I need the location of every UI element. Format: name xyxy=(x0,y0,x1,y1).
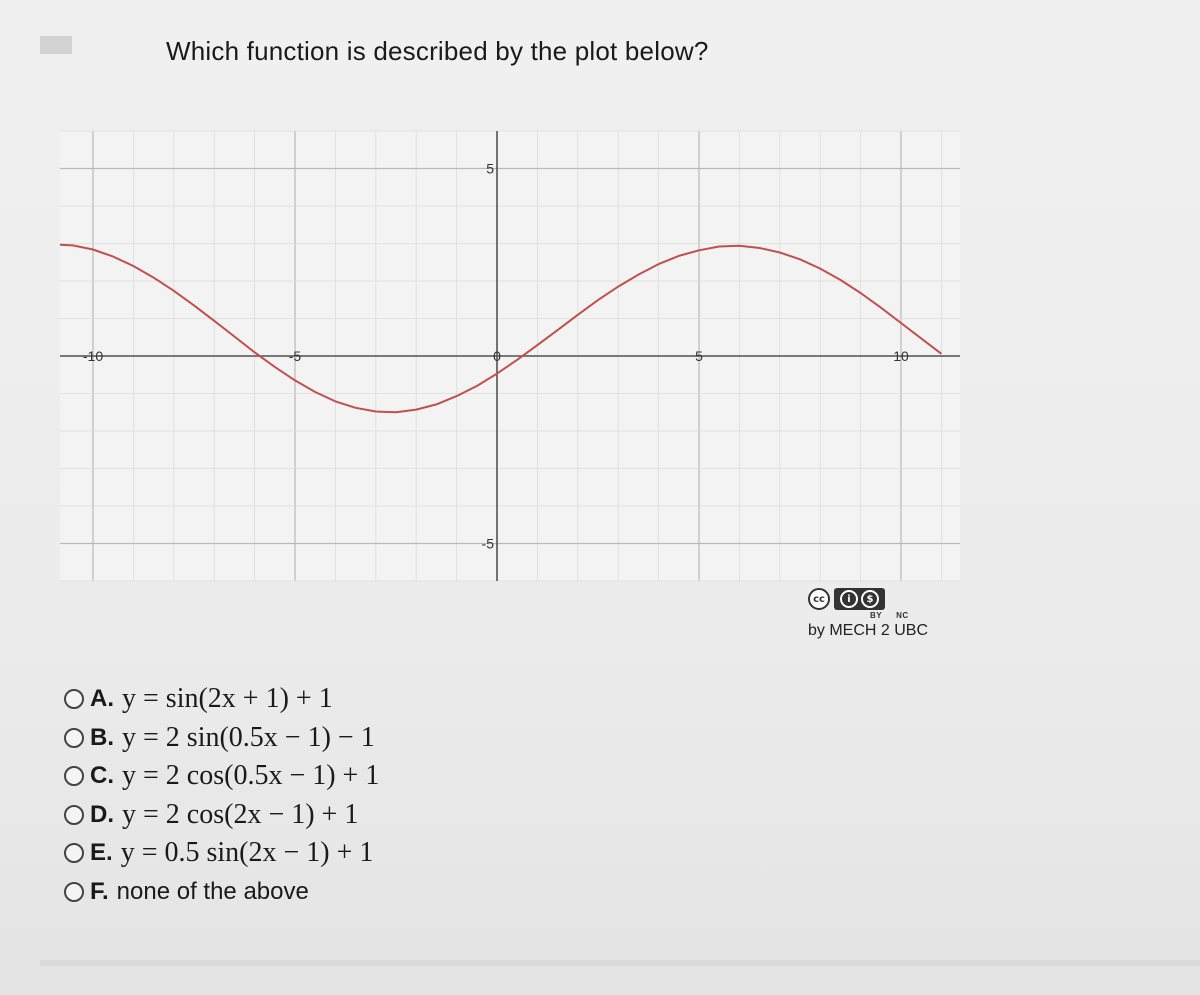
option-d[interactable] xyxy=(64,796,379,835)
option-b[interactable] xyxy=(64,719,379,758)
option-letter: F. xyxy=(90,877,109,905)
option-letter: B. xyxy=(90,723,114,751)
option-e[interactable] xyxy=(64,834,379,873)
radio-button[interactable] xyxy=(64,766,84,786)
cc-terms-labels xyxy=(870,611,938,620)
option-letter: D. xyxy=(90,800,114,828)
x-tick-label: 10 xyxy=(893,348,909,364)
x-tick-label: -5 xyxy=(288,348,302,364)
radio-button[interactable] xyxy=(64,882,84,902)
option-label: y = 2 cos(2x − 1) + 1 xyxy=(122,798,359,830)
license-credit: by MECH 2 UBC xyxy=(808,622,929,639)
option-c[interactable] xyxy=(64,757,379,796)
cc-nc-label: NC xyxy=(896,611,909,620)
option-label: y = 0.5 sin(2x − 1) + 1 xyxy=(120,837,374,869)
radio-button[interactable] xyxy=(64,689,84,709)
option-f[interactable] xyxy=(64,873,379,912)
x-tick-label: -10 xyxy=(82,348,104,364)
option-label: y = 2 cos(0.5x − 1) + 1 xyxy=(122,760,380,792)
radio-button[interactable] xyxy=(64,805,84,825)
bottom-edge xyxy=(40,960,1200,966)
answer-options xyxy=(64,680,379,911)
cc-logo xyxy=(808,588,938,610)
cc-license-badge[interactable] xyxy=(808,588,938,648)
option-letter: A. xyxy=(90,685,114,713)
x-tick-label: 5 xyxy=(695,348,703,364)
option-label: y = sin(2x + 1) + 1 xyxy=(122,683,333,715)
attribution-icon: i xyxy=(840,590,858,608)
cc-terms-box xyxy=(834,588,885,610)
radio-button[interactable] xyxy=(64,843,84,863)
function-plot xyxy=(60,95,960,595)
noncommercial-icon: $ xyxy=(861,590,879,608)
cc-icon: cc xyxy=(808,588,830,610)
plot-area xyxy=(60,95,960,595)
option-label: y = 2 sin(0.5x − 1) − 1 xyxy=(122,721,375,753)
corner-mark xyxy=(40,36,72,54)
option-label: none of the above xyxy=(116,877,309,905)
option-letter: E. xyxy=(90,839,113,867)
x-tick-label: 0 xyxy=(493,348,501,364)
radio-button[interactable] xyxy=(64,728,84,748)
y-tick-label: -5 xyxy=(481,535,494,552)
cc-by-label: BY xyxy=(870,611,883,620)
question-text: Which function is described by the plot below? xyxy=(166,36,709,66)
option-letter: C. xyxy=(90,762,114,790)
option-a[interactable] xyxy=(64,680,379,719)
y-tick-label: 5 xyxy=(486,160,494,177)
